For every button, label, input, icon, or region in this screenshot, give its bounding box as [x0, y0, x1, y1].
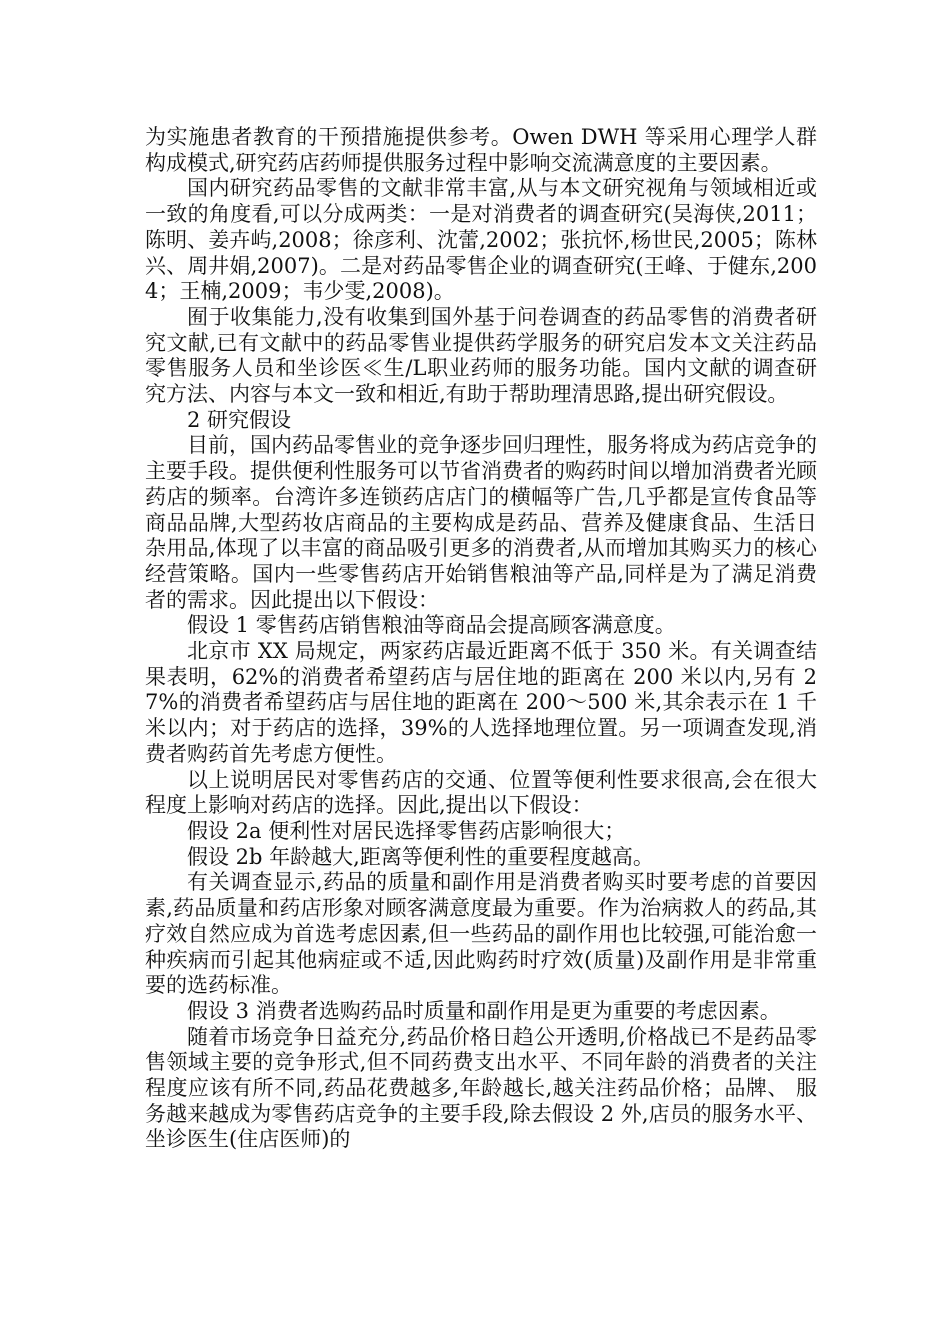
paragraph-literature-limits: 囿于收集能力,没有收集到国外基于问卷调查的药品零售的消费者研究文献,已有文献中的药品零售业提供药学服务的研究启发本文关注药品零售服务人员和坐诊医≪生/L职业药师的服务功能。国内文献的调查研究方法、内容与本文一致和相近,有助于帮助理清思路,提出研究假设。: [145, 304, 817, 407]
paragraph-intro-continuation: 为实施患者教育的干预措施提供参考。Owen DWH 等采用心理学人群构成模式,研究药店药师提供服务过程中影响交流满意度的主要因素。: [145, 125, 817, 175]
hypothesis-2b: 假设 2b 年龄越大,距离等便利性的重要程度越高。: [187, 844, 654, 869]
hypothesis-2a: 假设 2a 便利性对居民选择零售药店影响很大；: [187, 818, 626, 843]
body-text: [145, 125, 817, 1153]
paragraph-domestic-literature: 国内研究药品零售的文献非常丰富,从与本文研究视角与领域相近或一致的角度看,可以分成两类：一是对消费者的调查研究(吴海侠,2011；陈明、姜卉屿,2008；徐彦利、沈蕾,2002；张抗怀,杨世民,2005；陈林兴、周井娟,2007)。二是对药品零售企业的调查研究(王峰、于健东,2004；王楠,2009；韦少雯,2008)。: [145, 176, 817, 304]
paragraph-distance-survey: 北京市 XX 局规定，两家药店最近距离不低于 350 米。有关调查结果表明，62%的消费者希望药店与居住地的距离在 200 米以内,另有 27%的消费者希望药店与居住地的距离在 200～500 米,其余表示在 1 千米以内；对于药店的选择，39%的人选择地理位置。另一项调查发现,消费者购药首先考虑方便性。: [145, 639, 817, 766]
hypothesis-3: 假设 3 消费者选购药品时质量和副作用是更为重要的考虑因素。: [187, 998, 781, 1023]
section-heading-hypotheses: 2 研究假设: [187, 407, 292, 432]
hypothesis-1: 假设 1 零售药店销售粮油等商品会提高顾客满意度。: [187, 613, 676, 638]
paragraph-convenience: 以上说明居民对零售药店的交通、位置等便利性要求很高,会在很大程度上影响对药店的选择。因此,提出以下假设：: [145, 767, 817, 818]
paragraph-quality-side-effects: 有关调查显示,药品的质量和副作用是消费者购买时要考虑的首要因素,药品质量和药店形象对顾客满意度最为重要。作为治病救人的药品,其疗效自然应成为首选考虑因素,但一些药品的副作用也比较强,可能治愈一种疾病而引起其他病症或不适,因此购药时疗效(质量)及副作用是非常重要的选药标准。: [145, 870, 817, 998]
paragraph-competition: 目前，国内药品零售业的竞争逐步回归理性，服务将成为药店竞争的主要手段。提供便利性服务可以节省消费者的购药时间以增加消费者光顾药店的频率。台湾许多连锁药店店门的横幅等广告,几乎都是宣传食品等商品品牌,大型药妆店商品的主要构成是药品、营养及健康食品、生活日杂用品,体现了以丰富的商品吸引更多的消费者,从而增加其购买力的核心经营策略。国内一些零售药店开始销售粮油等产品,同样是为了满足消费者的需求。因此提出以下假设：: [145, 433, 817, 612]
paragraph-price-competition: 随着市场竞争日益充分,药品价格日趋公开透明,价格战已不是药品零售领域主要的竞争形式,但不同药费支出水平、不同年龄的消费者的关注程度应该有所不同,药品花费越多,年龄越长,越关注药品价格；品牌、 服务越来越成为零售药店竞争的主要手段,除去假设 2 外,店员的服务水平、坐诊医生(住店医师)的: [145, 1024, 817, 1152]
